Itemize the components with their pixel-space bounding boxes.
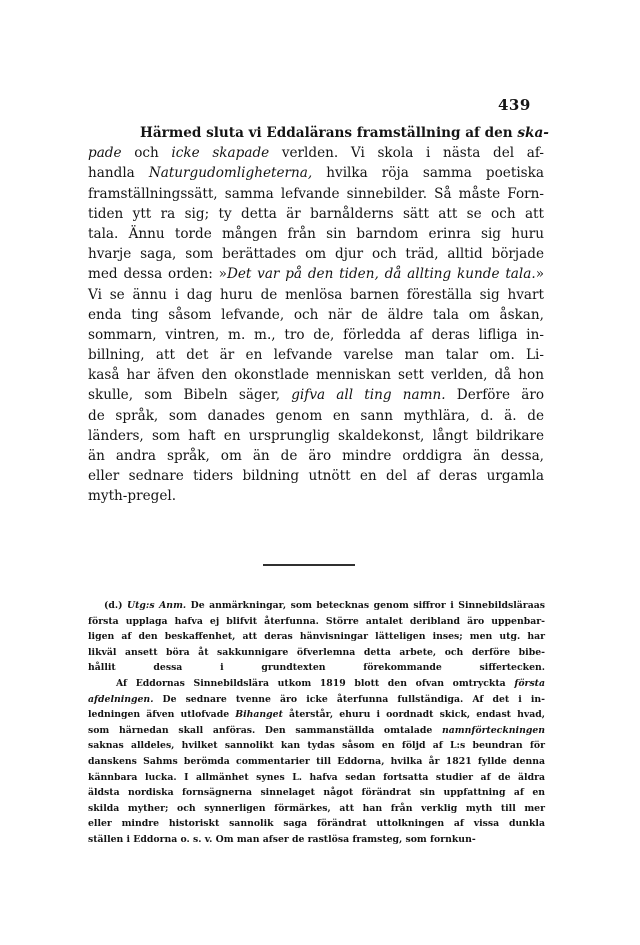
footnote-text: första upplaga hafva ej blifvit återfunna. Större antalet deribland äro uppenbar- <box>88 615 545 627</box>
body-text: Härmed sluta vi Eddalärans framställning af den <box>140 125 518 141</box>
main-text <box>88 123 549 507</box>
footnote-text: återstår, ehuru i oordnadt skick, endast hvad, <box>282 709 546 721</box>
body-text: Derföre äro <box>445 387 544 404</box>
footnote-line <box>88 770 545 786</box>
body-text: hvilka röja samma poetiska <box>312 165 544 182</box>
footnote-line <box>88 707 545 723</box>
footnote-text: ställen i Eddorna o. s. v. Om man afser de rastlösa framsteg, som fornkun- <box>88 833 476 845</box>
footnote-line <box>88 738 545 754</box>
body-line <box>88 123 549 143</box>
body-line <box>88 143 544 163</box>
page-number: 439 <box>498 96 531 114</box>
footnote-line <box>88 614 545 630</box>
body-text: och <box>121 145 172 162</box>
body-text: » <box>535 266 545 283</box>
body-text: med dessa orden: » <box>88 266 227 283</box>
footnote-text: likväl ansett böra åt sakkunnigare öfverlemna detta arbete, och derföre bibe- <box>88 646 545 658</box>
body-line <box>88 285 544 305</box>
body-line <box>88 466 544 486</box>
footnote-text: Af Eddornas Sinnebildslära utkom 1819 blott den ofvan omtryckta <box>116 677 515 689</box>
footnote-line <box>88 785 545 801</box>
footnote-text: saknas alldeles, hvilket sannolikt kan tydas såsom en följd af L:s beundran för <box>88 740 545 752</box>
footnote-text: kännbara lucka. I allmänhet synes L. hafva sedan fortsatta studier af de äldra <box>88 771 545 783</box>
body-text: pade <box>88 145 122 162</box>
body-line <box>88 325 544 345</box>
body-text: tala. Ännu torde mången från sin barndom erinra sig huru <box>88 225 544 242</box>
body-text: gifva all ting namn. <box>291 387 446 404</box>
footnote-text: Utg:s Anm. <box>127 600 187 611</box>
footnote-text: namnförteckningen <box>441 724 545 736</box>
footnote-line <box>88 676 545 692</box>
footnote-text: eller mindre historiskt sannolik saga förändrat uttolkningen af vissa dunkla <box>88 818 545 830</box>
footnote-text: ledningen äfven utlofvade <box>88 709 236 721</box>
footnote-line <box>88 629 545 645</box>
body-line <box>88 345 544 365</box>
footnote-line <box>88 645 545 661</box>
body-text: skulle, som Bibeln säger, <box>88 387 292 404</box>
footnote-text: ligen af den beskaffenhet, att deras hänvisningar lätteligen inses; men utg. har <box>88 631 545 643</box>
body-line <box>88 446 544 466</box>
footnote-line <box>88 723 545 739</box>
body-text: handla <box>88 165 149 182</box>
footnote-text: (d.) <box>104 600 128 611</box>
footnote-divider <box>263 564 355 566</box>
body-text: ska- <box>517 125 549 141</box>
body-line <box>88 426 544 446</box>
body-line <box>88 204 544 224</box>
body-line <box>88 244 544 264</box>
body-line <box>88 365 544 385</box>
body-text: kaså har äfven den okonstlade menniskan sett verlden, då hon <box>88 367 544 384</box>
body-line <box>88 184 544 204</box>
body-line <box>88 224 544 244</box>
body-text: länders, som haft en ursprunglig skaldekonst, långt bildrikare <box>88 427 544 444</box>
footnote-line <box>88 660 545 676</box>
body-text: de språk, som danades genom en sann mythlära, d. ä. de <box>88 407 544 424</box>
body-line <box>88 305 544 325</box>
footnote-line <box>88 692 545 708</box>
body-text: hvarje saga, som berättades om djur och träd, alltid började <box>88 246 544 263</box>
body-text: Vi se ännu i dag huru de menlösa barnen föreställa sig hvart <box>88 286 544 303</box>
body-text: eller sednare tiders bildning utnött en del af deras urgamla <box>88 468 544 485</box>
footnote-text: som härnedan skall anföras. Den sammanställda omtalade <box>88 724 442 736</box>
body-line <box>88 264 544 284</box>
body-line <box>88 406 544 426</box>
footnote-text: skilda myther; och synnerligen förmärkes, att han från verklig myth till mer <box>88 802 545 814</box>
body-text: tiden ytt ra sig; ty detta är barnålderns sätt att se och att <box>88 205 544 222</box>
footnote-text: De sednare tvenne äro icke återfunna fullständiga. Af det i in- <box>153 693 545 705</box>
footnote-text: Bihanget <box>235 709 283 721</box>
body-text: billning, att det är en lefvande varelse man talar om. Li- <box>88 347 544 364</box>
footnote-line <box>88 832 545 848</box>
body-text: sommarn, vintren, m. m., tro de, förledda af deras lifliga in- <box>88 326 544 343</box>
footnote-line <box>88 801 545 817</box>
body-line <box>88 486 544 506</box>
body-text: enda ting såsom lefvande, och när de äldre tala om åskan, <box>88 306 544 323</box>
footnote-text: afdelningen. <box>88 693 154 705</box>
footnote-line <box>88 598 545 614</box>
body-text: icke skapade <box>171 145 270 162</box>
body-text: framställningssätt, samma lefvande sinnebilder. Så måste Forn- <box>88 185 544 202</box>
body-text: myth-pregel. <box>88 488 177 505</box>
footnote-text: danskens Sahms berömda commentarier till Eddorna, hvilka år 1821 fyllde denna <box>88 755 545 767</box>
footnote-text: första <box>514 677 545 689</box>
footnote-line <box>88 816 545 832</box>
body-text: Naturgudomligheterna, <box>148 165 313 182</box>
footnotes <box>88 598 545 848</box>
footnote-text: äldsta nordiska fornsägnerna sinnelaget något förändrat sin uppfattning af en <box>88 787 545 799</box>
footnote-line <box>88 754 545 770</box>
body-text: verlden. Vi skola i nästa del af- <box>269 145 544 162</box>
body-text: än andra språk, om än de äro mindre orddigra än dessa, <box>88 448 544 464</box>
footnote-text: hållit dessa i grundtexten förekommande siffertecken. <box>88 662 545 674</box>
body-line <box>88 385 544 405</box>
footnote-text: De anmärkningar, som betecknas genom siffror i Sinnebildsläraas <box>186 600 545 611</box>
body-text: Det var på den tiden, då allting kunde tala. <box>226 266 536 283</box>
body-line <box>88 163 544 183</box>
